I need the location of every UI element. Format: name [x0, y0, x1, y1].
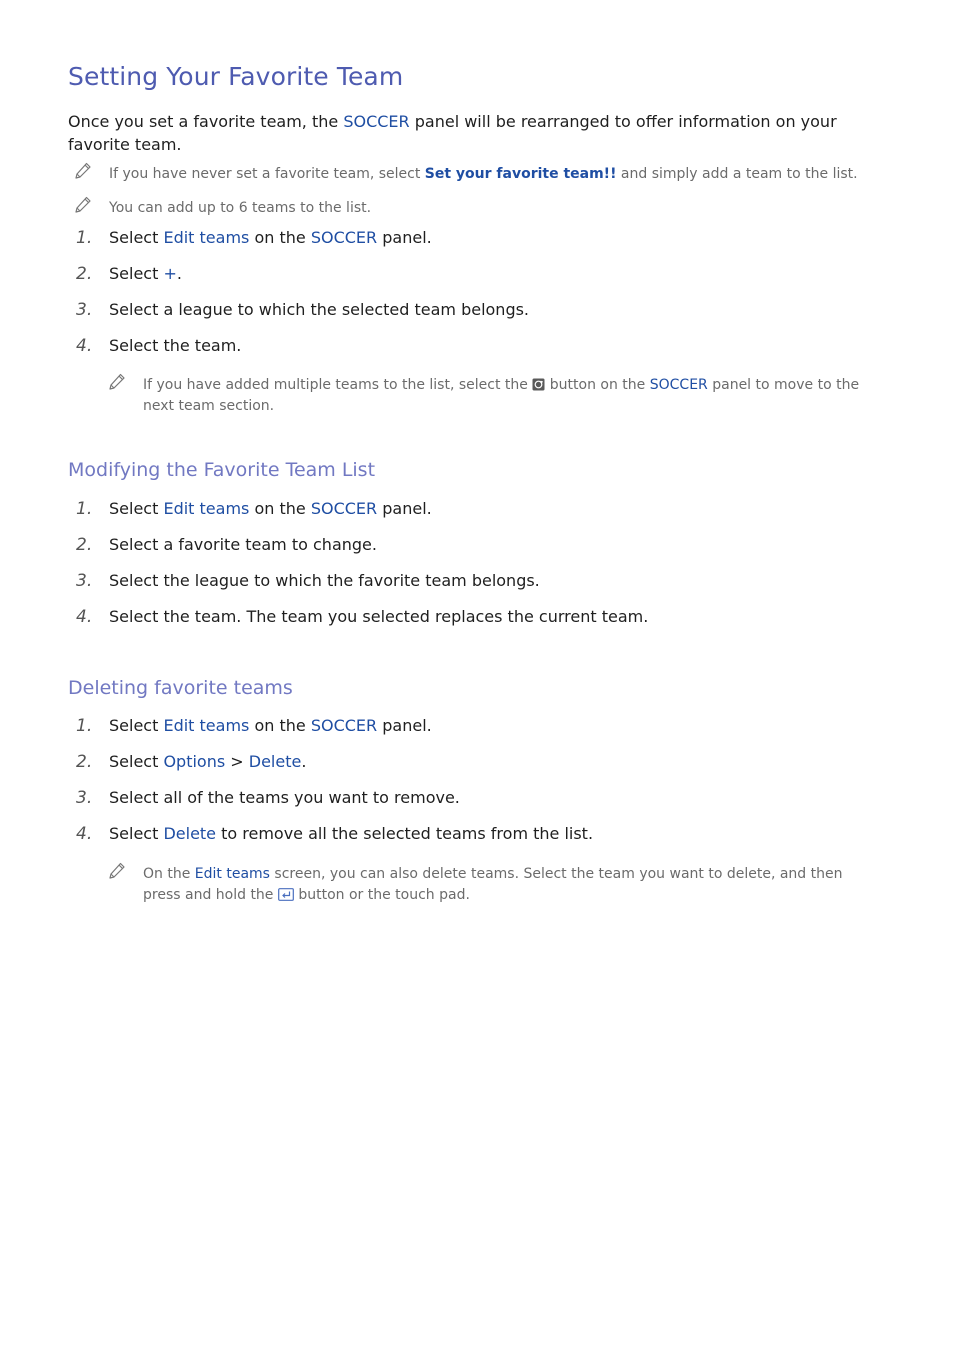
set-favorite-team-link: Set your favorite team!! — [424, 166, 617, 182]
note-multiple-teams: If you have added multiple teams to the list, select the button on the SOCCER panel to move to the next team section. — [143, 377, 860, 414]
section-title-deleting-teams: Deleting favorite teams — [68, 677, 293, 699]
edit-teams-term: Edit teams — [163, 228, 250, 247]
soccer-term: SOCCER — [310, 716, 378, 735]
pencil-note-icon — [108, 862, 126, 880]
section-title-setting-favorite-team: Setting Your Favorite Team — [68, 62, 404, 91]
delete-term: Delete — [163, 824, 217, 843]
enter-button-icon — [278, 888, 294, 901]
soccer-term: SOCCER — [310, 228, 378, 247]
edit-teams-term: Edit teams — [163, 716, 250, 735]
plus-term: + — [163, 264, 177, 283]
note-delete-on-edit-screen: On the Edit teams screen, you can also delete teams. Select the team you want to delete, and then press and hold the button or the touch pad. — [143, 866, 843, 903]
edit-teams-term: Edit teams — [194, 866, 270, 882]
soccer-term: SOCCER — [649, 377, 708, 393]
pencil-note-icon — [108, 373, 126, 391]
note-max-teams: You can add up to 6 teams to the list. — [109, 200, 372, 216]
pencil-note-icon — [74, 162, 92, 180]
note-never-set-team: If you have never set a favorite team, select Set your favorite team!! and simply add a team to the list. — [109, 166, 858, 182]
soccer-term: SOCCER — [343, 112, 410, 131]
soccer-term: SOCCER — [310, 499, 378, 518]
options-term: Options — [163, 752, 226, 771]
intro-paragraph: Once you set a favorite team, the SOCCER panel will be rearranged to offer information on your favorite team. — [68, 112, 837, 154]
delete-term: Delete — [248, 752, 302, 771]
section-title-modifying-list: Modifying the Favorite Team List — [68, 459, 376, 481]
pencil-note-icon — [74, 196, 92, 214]
cycle-button-icon — [532, 378, 545, 391]
edit-teams-term: Edit teams — [163, 499, 250, 518]
